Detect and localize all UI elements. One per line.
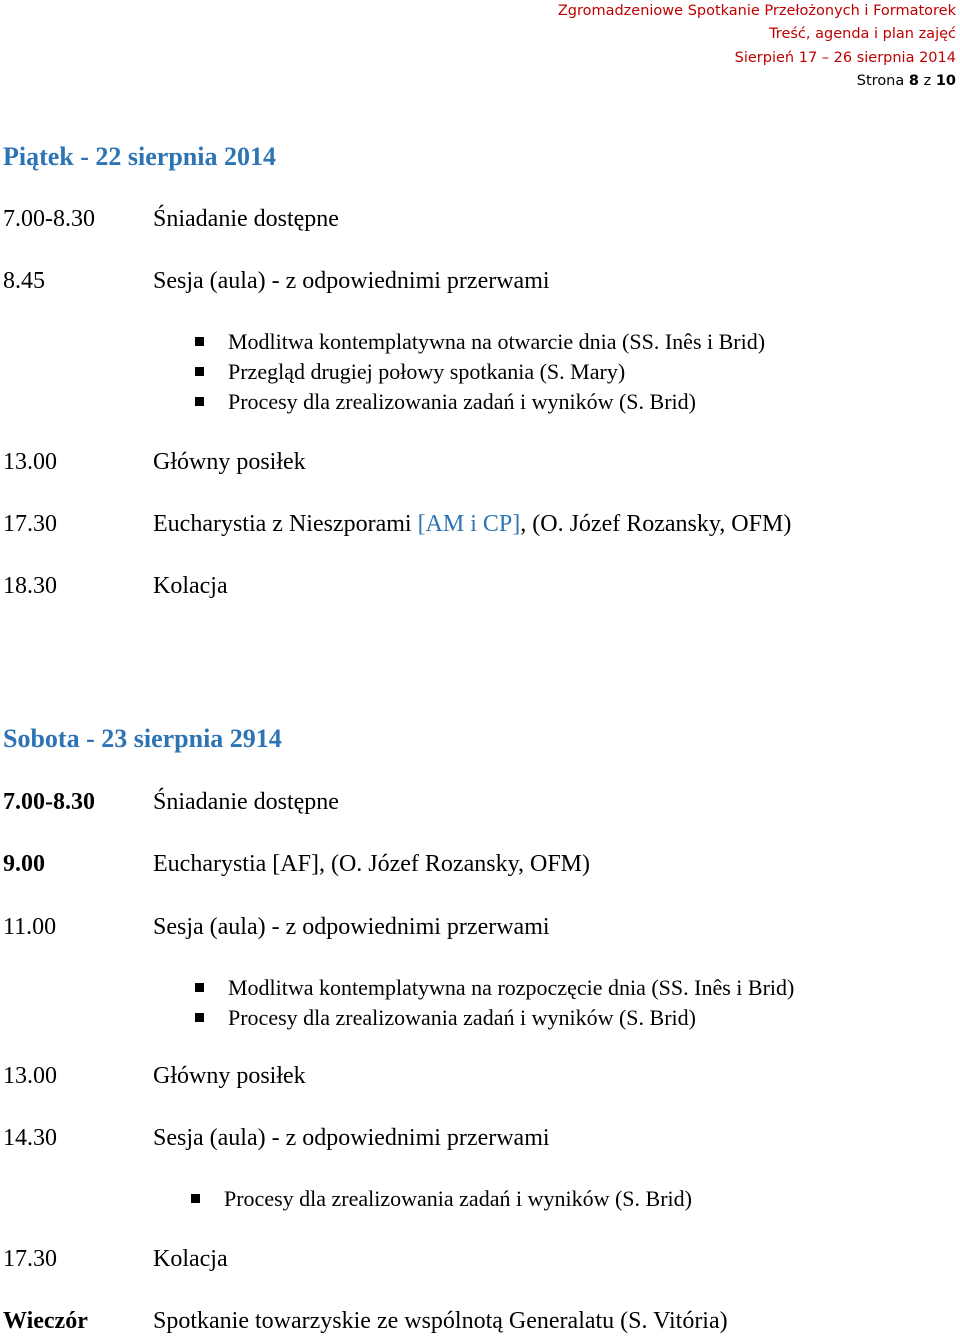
- schedule-description: Śniadanie dostępne: [153, 206, 339, 232]
- schedule-description: Kolacja: [153, 1246, 228, 1272]
- header-subtitle: Treść, agenda i plan zajęć: [769, 26, 956, 43]
- list-item: Procesy dla zrealizowania zadań i wyników (S. Brid): [190, 1003, 794, 1033]
- schedule-time: 7.00-8.30: [3, 206, 95, 232]
- friday-heading: Piątek - 22 sierpnia 2014: [3, 142, 276, 171]
- schedule-time: Wieczór: [3, 1308, 88, 1334]
- schedule-description: Sesja (aula) - z odpowiednimi przerwami: [153, 268, 550, 294]
- schedule-time: 18.30: [3, 573, 57, 599]
- page-current: 8: [908, 73, 919, 90]
- list-item: Procesy dla zrealizowania zadań i wyników (S. Brid): [190, 387, 765, 417]
- header-dates: Sierpień 17 – 26 sierpnia 2014: [734, 49, 956, 66]
- schedule-time: 14.30: [3, 1125, 57, 1151]
- saturday-heading: Sobota - 23 sierpnia 2914: [3, 724, 282, 753]
- bullet-square-icon: [195, 983, 204, 992]
- page-sep: z: [923, 73, 932, 90]
- page-header: [356, 0, 956, 94]
- friday-session-items: [190, 327, 765, 417]
- schedule-time: 7.00-8.30: [3, 789, 95, 815]
- schedule-time: 8.45: [3, 268, 45, 294]
- page-total: 10: [935, 73, 956, 90]
- schedule-time: 13.00: [3, 449, 57, 475]
- schedule-description: Eucharystia z Nieszporami [AM i CP], (O. Józef Rozansky, OFM): [153, 511, 792, 537]
- list-item: Procesy dla zrealizowania zadań i wyników (S. Brid): [186, 1184, 692, 1214]
- bullet-square-icon: [191, 1194, 200, 1203]
- schedule-description: Kolacja: [153, 573, 228, 599]
- schedule-time: 9.00: [3, 851, 45, 877]
- header-meeting-title: Zgromadzeniowe Spotkanie Przełożonych i Formatorek: [557, 3, 956, 19]
- schedule-description: Eucharystia [AF], (O. Józef Rozansky, OFM): [153, 851, 591, 877]
- liturgy-code: [AM i CP]: [417, 511, 521, 537]
- schedule-time: 11.00: [3, 914, 57, 940]
- list-item: Przegląd drugiej połowy spotkania (S. Mary): [190, 357, 765, 387]
- schedule-description: Śniadanie dostępne: [153, 789, 339, 815]
- bullet-square-icon: [195, 337, 204, 346]
- header-page-number: [356, 70, 956, 93]
- bullet-square-icon: [195, 367, 204, 376]
- list-item: Modlitwa kontemplatywna na rozpoczęcie dnia (SS. Inês i Brid): [190, 973, 794, 1003]
- schedule-time: 17.30: [3, 1246, 57, 1272]
- schedule-time: 13.00: [3, 1063, 57, 1089]
- bullet-square-icon: [195, 1013, 204, 1022]
- schedule-description: Główny posiłek: [153, 449, 306, 475]
- saturday-session-items: [190, 973, 794, 1033]
- schedule-description: Sesja (aula) - z odpowiednimi przerwami: [153, 914, 550, 940]
- schedule-description: Główny posiłek: [153, 1063, 306, 1089]
- saturday-afternoon-items: [186, 1184, 692, 1214]
- bullet-square-icon: [195, 397, 204, 406]
- schedule-description: Sesja (aula) - z odpowiednimi przerwami: [153, 1125, 550, 1151]
- schedule-time: 17.30: [3, 511, 57, 537]
- schedule-description: Spotkanie towarzyskie ze wspólnotą Generalatu (S. Vitória): [153, 1308, 728, 1334]
- page-prefix: Strona: [856, 73, 905, 90]
- list-item: Modlitwa kontemplatywna na otwarcie dnia (SS. Inês i Brid): [190, 327, 765, 357]
